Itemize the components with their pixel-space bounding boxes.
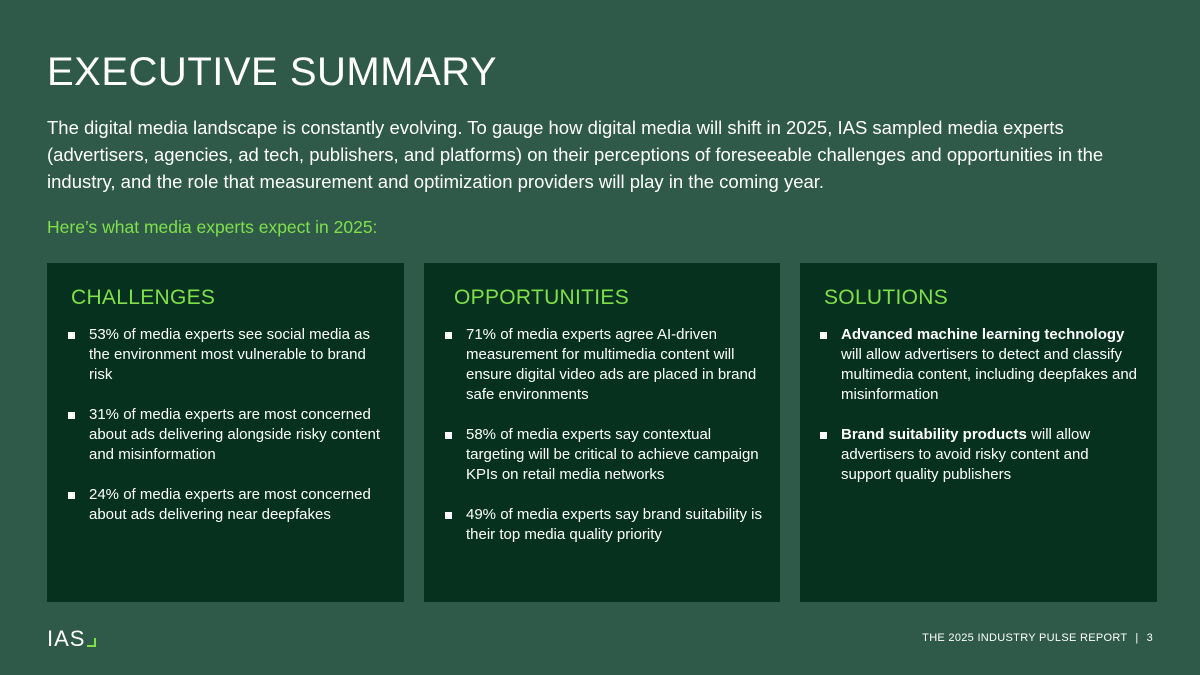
logo-text: IAS (47, 626, 86, 651)
panel-title: OPPORTUNITIES (454, 286, 630, 309)
panel-title: SOLUTIONS (824, 286, 949, 309)
bullet-text: 58% of media experts say contextual targeting will be critical to achieve campaign KPIs on retail media networks (466, 426, 759, 483)
square-bullet-icon (68, 332, 75, 339)
bullet-list (68, 325, 386, 545)
square-bullet-icon (68, 492, 75, 499)
page-title: EXECUTIVE SUMMARY (47, 50, 498, 94)
subheading: Here’s what media experts expect in 2025: (47, 217, 378, 237)
bullet-item (68, 485, 386, 525)
bullet-item (68, 325, 386, 385)
bullet-item (445, 505, 770, 545)
bullet-text: 71% of media experts agree AI-driven measurement for multimedia content will ensure digital video ads are placed in brand safe environments (466, 326, 757, 403)
bullet-item (820, 425, 1140, 485)
panel-title: CHALLENGES (71, 286, 216, 309)
bullet-item (445, 325, 770, 405)
square-bullet-icon (445, 432, 452, 439)
bullet-list (820, 325, 1140, 505)
bullet-list (445, 325, 770, 565)
page-number: 3 (1146, 632, 1153, 644)
footer-report-title: THE 2025 INDUSTRY PULSE REPORT (922, 632, 1128, 644)
ias-logo (47, 628, 96, 650)
bullet-text: 53% of media experts see social media as the environment most vulnerable to brand risk (89, 326, 370, 383)
bullet-item (820, 325, 1140, 405)
bullet-bold-text: Brand suitability products (841, 426, 1027, 443)
corner-arrow-icon (87, 638, 96, 647)
square-bullet-icon (820, 332, 827, 339)
bullet-text: 49% of media experts say brand suitability is their top media quality priority (466, 506, 762, 543)
bullet-item (68, 405, 386, 465)
footer-separator: | (1135, 632, 1139, 644)
bullet-text: will allow advertisers to avoid risky content and support quality publishers (841, 426, 1091, 483)
bullet-bold-text: Advanced machine learning technology (841, 326, 1125, 343)
square-bullet-icon (820, 432, 827, 439)
square-bullet-icon (445, 332, 452, 339)
opportunities-panel (424, 263, 780, 602)
square-bullet-icon (68, 412, 75, 419)
bullet-text: 31% of media experts are most concerned about ads delivering alongside risky content and misinformation (89, 406, 381, 463)
challenges-panel (47, 263, 404, 602)
solutions-panel (800, 263, 1157, 602)
bullet-text: will allow advertisers to detect and classify multimedia content, including deepfakes and misinformation (841, 346, 1138, 403)
bullet-text: 24% of media experts are most concerned about ads delivering near deepfakes (89, 486, 371, 523)
square-bullet-icon (445, 512, 452, 519)
intro-paragraph: The digital media landscape is constantly evolving. To gauge how digital media will shift in 2025, IAS sampled media experts (advertisers, agencies, ad tech, publishers, and platforms) on their perceptions of foreseeable challenges and opportunities in the industry, and the role that measurement and optimization providers will play in the coming year. (47, 117, 1104, 192)
bullet-item (445, 425, 770, 485)
footer (922, 632, 1153, 644)
